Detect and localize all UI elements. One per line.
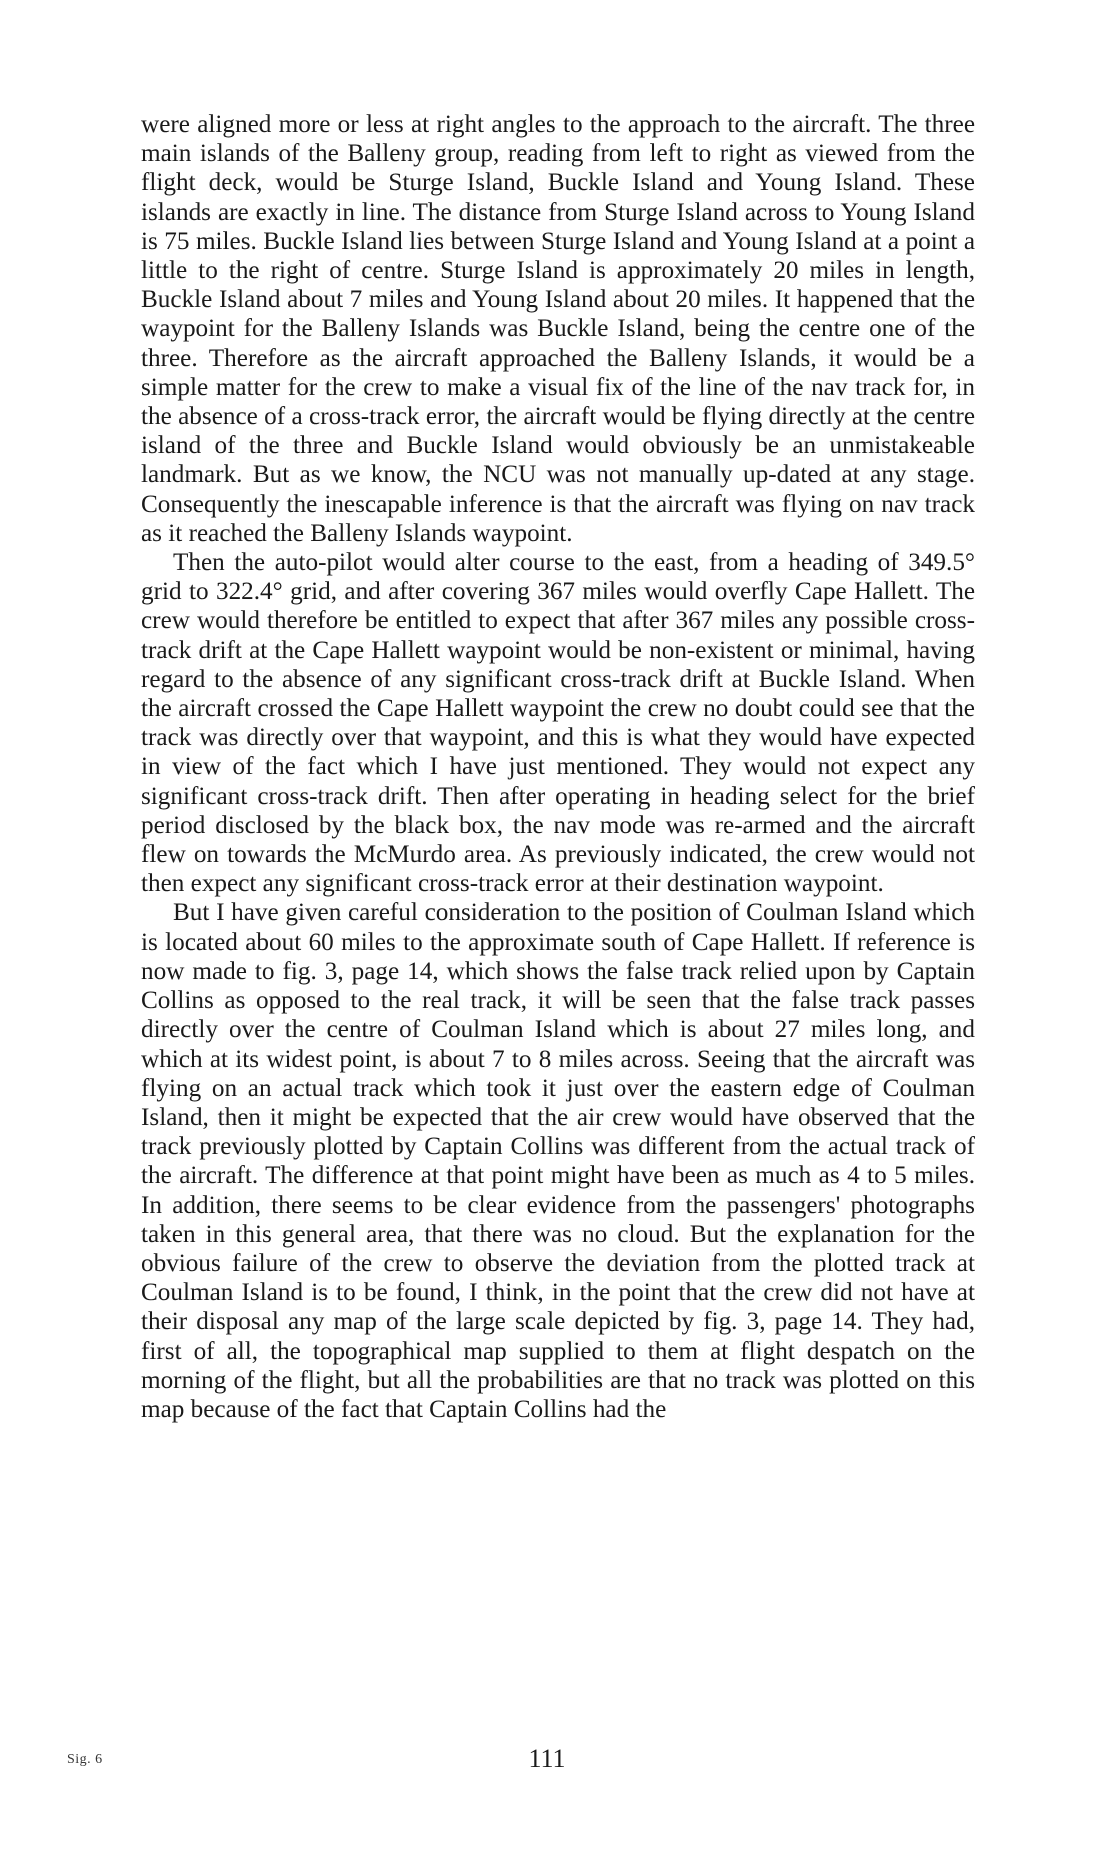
signature-mark: Sig. 6 xyxy=(67,1752,103,1767)
page-number: 111 xyxy=(528,1744,566,1773)
body-text xyxy=(141,110,975,1424)
paragraph-autopilot: Then the auto-pilot would alter course to the east, from a heading of 349.5° grid to 322.4° grid, and after covering 367 miles would overfly Cape Hallett. The crew would therefore be entitled to expect that after 367 miles any possible cross-track drift at the Cape Hallett waypoint would be non-existent or minimal, having regard to the absence of any significant cross-track drift at Buckle Island. When the aircraft crossed the Cape Hallett waypoint the crew no doubt could see that the track was directly over that waypoint, and this is what they would have expected in view of the fact which I have just mentioned. They would not expect any significant cross-track drift. Then after operating in heading select for the brief period disclosed by the black box, the nav mode was re-armed and the aircraft flew on towards the McMurdo area. As previously indicated, the crew would not then expect any significant cross-track error at their destination waypoint. xyxy=(141,549,975,898)
paragraph-continued: were aligned more or less at right angles to the approach to the aircraft. The three main islands of the Balleny group, reading from left to right as viewed from the flight deck, would be Sturge Island, Buckle Island and Young Island. These islands are exactly in line. The distance from Sturge Island across to Young Island is 75 miles. Buckle Island lies between Sturge Island and Young Island at a point a little to the right of centre. Sturge Island is approximately 20 miles in length, Buckle Island about 7 miles and Young Island about 20 miles. It happened that the waypoint for the Balleny Islands was Buckle Island, being the centre one of the three. Therefore as the aircraft approached the Balleny Islands, it would be a simple matter for the crew to make a visual fix of the line of the nav track for, in the absence of a cross-track error, the aircraft would be flying directly at the centre island of the three and Buckle Island would obviously be an unmistakeable landmark. But as we know, the NCU was not manually up-dated at any stage. Consequently the inescapable inference is that the aircraft was flying on nav track as it reached the Balleny Islands waypoint. xyxy=(141,111,975,547)
paragraph-coulman-island: But I have given careful consideration to the position of Coulman Island which is located about 60 miles to the approximate south of Cape Hallett. If reference is now made to fig. 3, page 14, which shows the false track relied upon by Captain Collins as opposed to the real track, it will be seen that the false track passes directly over the centre of Coulman Island which is about 27 miles long, and which at its widest point, is about 7 to 8 miles across. Seeing that the aircraft was flying on an actual track which took it just over the eastern edge of Coulman Island, then it might be expected that the air crew would have observed that the track previously plotted by Captain Collins was different from the actual track of the aircraft. The difference at that point might have been as much as 4 to 5 miles. In addition, there seems to be clear evidence from the passengers' photographs taken in this general area, that there was no cloud. But the explanation for the obvious failure of the crew to observe the deviation from the plotted track at Coulman Island is to be found, I think, in the point that the crew did not have at their disposal any map of the large scale depicted by fig. 3, page 14. They had, first of all, the topographical map supplied to them at flight despatch on the morning of the flight, but all the probabilities are that no track was plotted on this map because of the fact that Captain Collins had the xyxy=(141,899,975,1423)
